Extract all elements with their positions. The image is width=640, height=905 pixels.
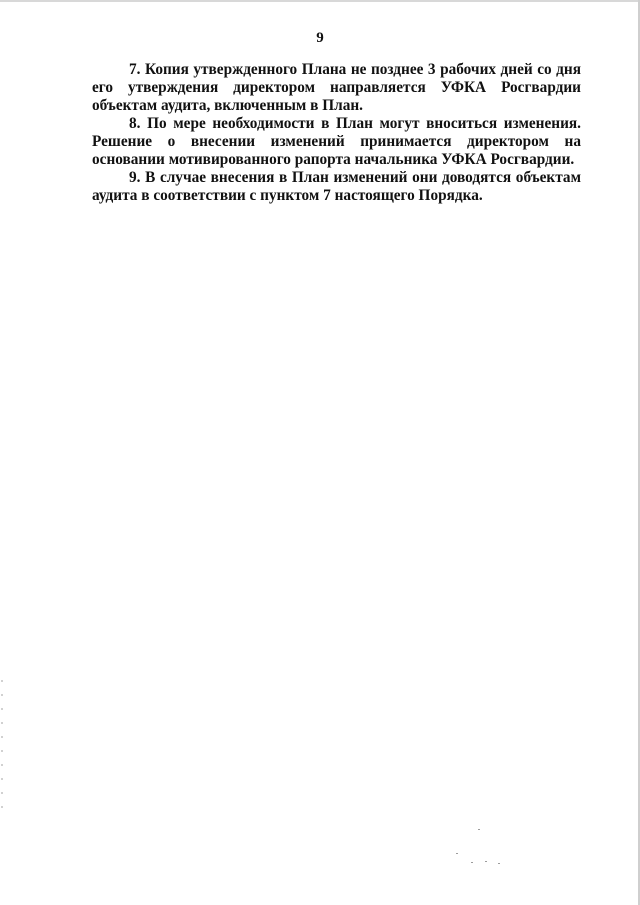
page-number: 9	[316, 30, 324, 46]
scan-noise	[456, 853, 458, 854]
scan-noise	[471, 862, 473, 863]
scan-noise	[485, 861, 487, 862]
scan-noise	[478, 829, 480, 830]
body-text	[92, 61, 581, 205]
scan-top-edge	[0, 0, 640, 2]
paragraph-9: 9. В случае внесения в План изменений они доводятся объектам аудита в соответствии с пунктом 7 настоящего Порядка.	[92, 169, 581, 204]
scan-left-specks	[1, 680, 3, 810]
scan-noise	[498, 863, 500, 864]
paragraph-8: 8. По мере необходимости в План могут вноситься изменения. Решение о внесении изменений принимается директором на основании мотивированного рапорта начальника УФКА Росгвардии.	[92, 115, 581, 168]
paragraph-7: 7. Копия утвержденного Плана не позднее 3 рабочих дней со дня его утверждения директором направляется УФКА Росгвардии объектам аудита, включенным в План.	[92, 61, 581, 114]
